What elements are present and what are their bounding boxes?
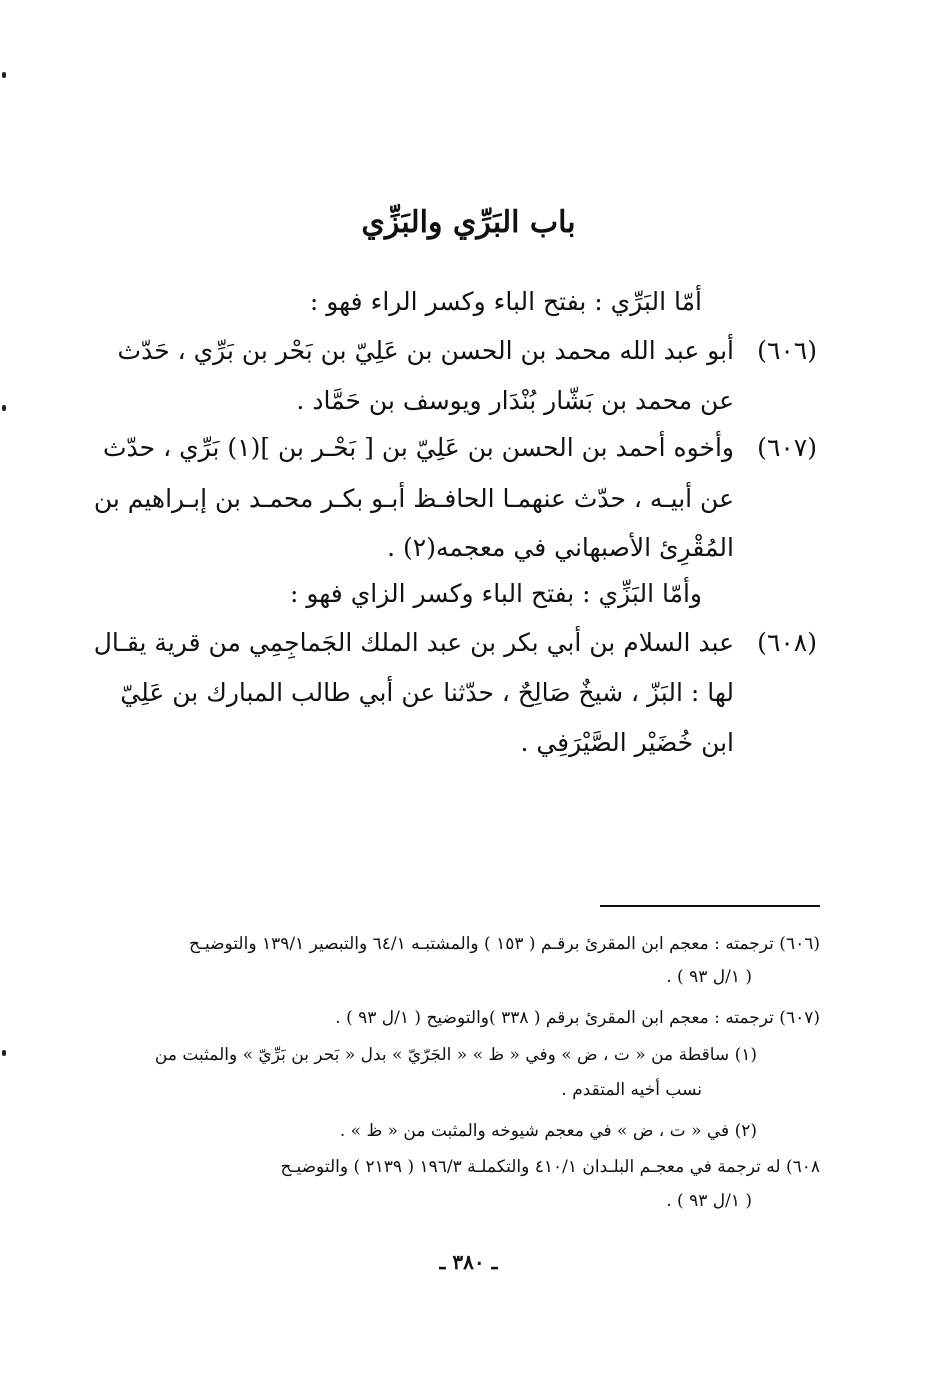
entry-number: (٦٠٦) <box>757 336 817 365</box>
entry-number: (٦٠٨) <box>757 628 817 657</box>
entry-text-line: أبو عبد الله محمد بن الحسن بن عَلِيّ بن بَحْر بن بَرِّي ، حَدّث <box>117 336 734 365</box>
footnote-line: ( ١/ل ٩٣ ) . <box>666 967 752 987</box>
entry-text-line: ابن خُضَيْر الصَّيْرَفِي . <box>520 728 734 757</box>
entry-text-line: المُقْرِئ الأصبهاني في معجمه(٢) . <box>387 533 734 562</box>
entry-number: (٦٠٧) <box>757 433 817 462</box>
scan-mark <box>2 405 6 411</box>
footnote-line: (٦٠٧) ترجمته : معجم ابن المقرئ برقم ( ٣٣٨ )والتوضيح ( ١/ل ٩٣ ) . <box>335 1008 820 1028</box>
scan-mark <box>2 1050 6 1056</box>
footnote-line: (٢) في « ت ، ض » في معجم شيوخه والمثبت من « ظ » . <box>339 1121 757 1141</box>
section-intro-barri: أمّا البَرِّي : بفتح الباء وكسر الراء فهو : <box>309 287 702 316</box>
footnote-line: (١) ساقطة من « ت ، ض » وفي « ظ » « الجَرّيّ » بدل « بَحر بن بَرِّيّ » والمثبت من <box>154 1045 757 1065</box>
footnote-line: (٦٠٦) ترجمته : معجم ابن المقرئ برقـم ( ١٥٣ ) والمشتبـه ٦٤/١ والتبصير ١٣٩/١ والتوضيـح <box>188 934 820 954</box>
footnote-line: ( ١/ل ٩٣ ) . <box>666 1191 752 1211</box>
scan-mark <box>2 72 6 78</box>
section-intro-bazzi: وأمّا البَزِّي : بفتح الباء وكسر الزاي فهو : <box>289 579 702 608</box>
entry-text-line: عبد السلام بن أبي بكر بن عبد الملك الجَماجِمِي من قرية يقـال <box>93 628 734 657</box>
entry-text-line: عن أبيـه ، حدّث عنهمـا الحافـظ أبـو بكـر محمـد بن إبـراهيم بن <box>93 484 734 513</box>
entry-text-line: وأخوه أحمد بن الحسن بن عَلِيّ بن [ بَحْـر بن ](١) بَرِّي ، حدّث <box>103 433 734 462</box>
footnote-line: ٦٠٨) له ترجمة في معجـم البلـدان ٤١٠/١ والتكملـة ١٩٦/٣ ( ٢١٣٩ ) والتوضيـح <box>280 1157 820 1177</box>
footnote-line: نسب أخيه المتقدم . <box>561 1080 702 1100</box>
entry-text-line: عن محمد بن بَشّار بُنْدَار ويوسف بن حَمَّاد . <box>296 386 734 415</box>
footnote-separator <box>600 905 820 907</box>
page-number: ـ ٣٨٠ ـ <box>439 1250 498 1274</box>
entry-text-line: لها : البَزّ ، شيخٌ صَالِحٌ ، حدّثنا عن أبي طالب المبارك بن عَلِيّ <box>120 678 734 707</box>
chapter-title: باب البَرِّي والبَزِّي <box>361 205 576 240</box>
